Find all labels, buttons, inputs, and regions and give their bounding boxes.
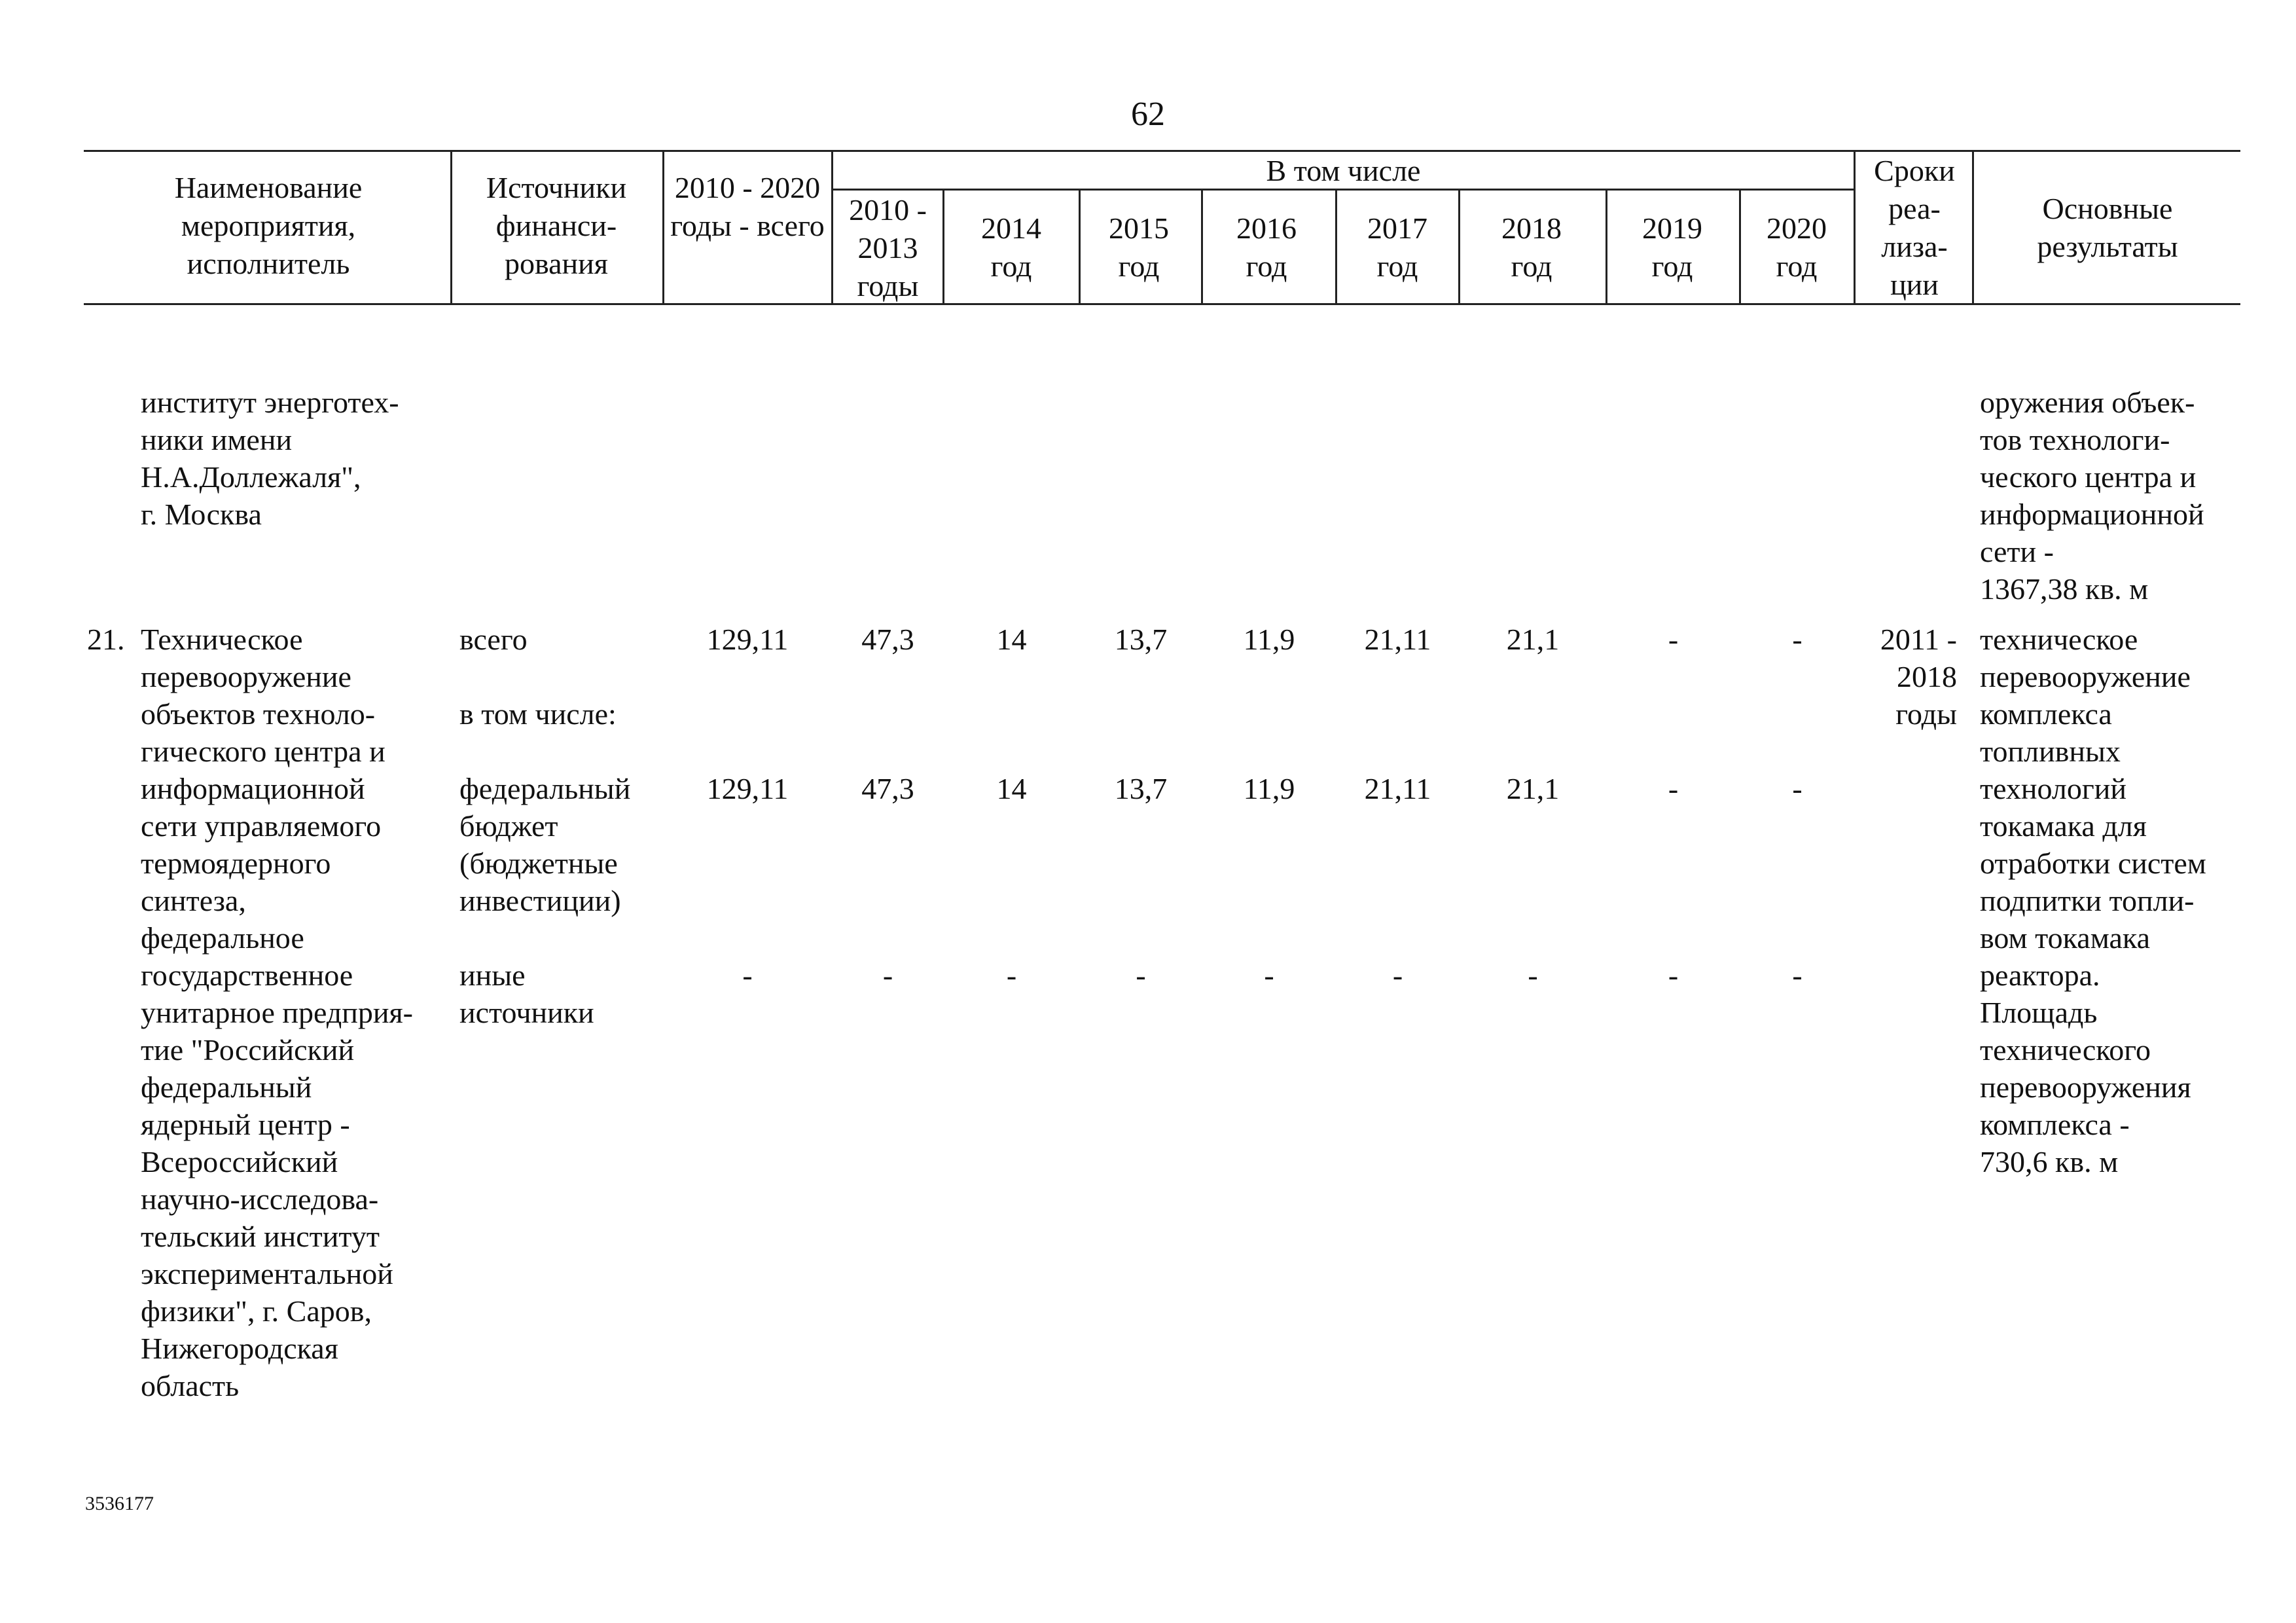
value-cell: - <box>1392 958 1403 992</box>
header-total: 2010 - 2020 годы - всего <box>670 171 825 242</box>
header-year: 2018 год <box>1501 211 1562 283</box>
header-divider <box>1605 189 1607 305</box>
header-divider <box>1854 150 1856 305</box>
value-cell: - <box>1792 958 1803 992</box>
page-number: 62 <box>1131 96 1165 133</box>
header-year: 2017 год <box>1367 211 1427 283</box>
value-cell: - <box>1136 958 1146 992</box>
header-divider <box>1201 189 1203 305</box>
value-cell: 14 <box>996 623 1027 656</box>
header-divider <box>1972 150 1974 305</box>
header-year: 2020 год <box>1767 211 1827 283</box>
value-cell: 21,1 <box>1506 772 1560 805</box>
value-cell: - <box>742 958 753 992</box>
header-sources: Источники финанси-рования <box>486 171 627 280</box>
item-period: 2011 - 2018 годы <box>1880 623 1957 731</box>
source-label: иные источники <box>459 958 594 1029</box>
header-divider <box>1079 189 1081 305</box>
header-results: Основные результаты <box>2037 192 2178 263</box>
value-cell: 21,11 <box>1364 623 1431 656</box>
value-cell: - <box>882 958 893 992</box>
value-cell: - <box>1792 623 1803 656</box>
value-cell: - <box>1264 958 1274 992</box>
header-divider <box>662 150 664 305</box>
value-cell: - <box>1006 958 1017 992</box>
continuation-results: оружения объек- тов технологи- ческого центра и информационной сети - 1367,38 кв. м <box>1980 386 2204 606</box>
value-cell: 47,3 <box>861 772 914 805</box>
value-cell: - <box>1792 772 1803 805</box>
value-cell: 21,11 <box>1364 772 1431 805</box>
header-divider <box>1335 189 1337 305</box>
value-cell: - <box>1668 958 1679 992</box>
value-cell: 11,9 <box>1243 772 1295 805</box>
value-cell: 129,11 <box>706 772 789 805</box>
value-cell: - <box>1668 623 1679 656</box>
source-label: федеральный бюджет (бюджетные инвестиции) <box>459 772 631 917</box>
value-cell: - <box>1528 958 1538 992</box>
header-name: Наименование мероприятия, исполнитель <box>174 171 363 280</box>
value-cell: 13,7 <box>1114 772 1168 805</box>
value-cell: 47,3 <box>861 623 914 656</box>
value-cell: 14 <box>996 772 1027 805</box>
header-divider <box>450 150 452 305</box>
header-divider <box>942 189 944 305</box>
header-including: В том числе <box>1266 154 1421 187</box>
item-number: 21. <box>87 623 125 656</box>
header-year: 2016 год <box>1236 211 1297 283</box>
header-year: 2010 - 2013 годы <box>849 193 927 302</box>
header-divider <box>1739 189 1741 305</box>
continuation-name: институт энерготех- ники имени Н.А.Доллежаля", г. Москва <box>141 386 399 531</box>
header-period: Сроки реа-лиза-ции <box>1874 154 1955 301</box>
value-cell: 21,1 <box>1506 623 1560 656</box>
header-year: 2015 год <box>1109 211 1169 283</box>
value-cell: 11,9 <box>1243 623 1295 656</box>
source-label: в том числе: <box>459 697 617 731</box>
header-year: 2014 год <box>981 211 1041 283</box>
document-id: 3536177 <box>85 1493 154 1514</box>
header-year: 2019 год <box>1642 211 1702 283</box>
value-cell: 13,7 <box>1114 623 1168 656</box>
item-name: Техническое перевооружение объектов техноло- гического центра и информационной сети управляемого термоядерного синтеза, федеральное государственное унитарное предприя- тие "Российский федеральный ядерный центр - Всероссийский научно-исследова- тельский институт экспериментальной физики", г. Саров, Нижегородская область <box>141 623 413 1402</box>
item-results: техническое перевооружение комплекса топливных технологий токамака для отработки систем подпитки топли- вом токамака реактора. Площадь технического перевооружения комплекса - 730,6 кв. м <box>1980 623 2206 1178</box>
value-cell: 129,11 <box>706 623 789 656</box>
value-cell: - <box>1668 772 1679 805</box>
source-label: всего <box>459 623 528 656</box>
header-divider <box>1458 189 1460 305</box>
